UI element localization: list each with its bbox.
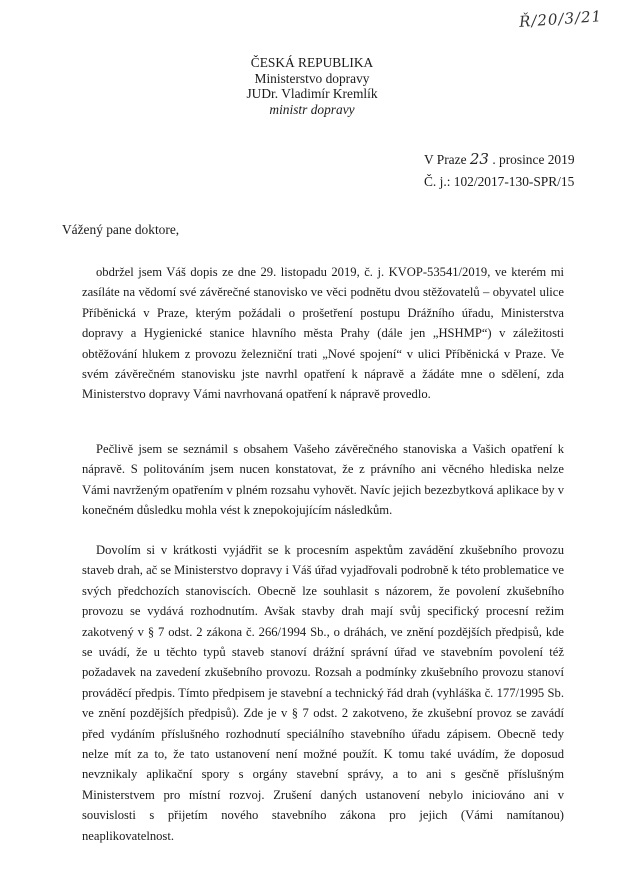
- body-paragraph-3: [82, 540, 564, 846]
- date-line: [424, 148, 575, 171]
- sender-name: JUDr. Vladimír Kremlík: [246, 86, 378, 101]
- date-month-year: . prosince 2019: [492, 152, 575, 167]
- body-paragraph-1: [82, 262, 564, 405]
- sender-country: ČESKÁ REPUBLIKA: [250, 55, 374, 70]
- handwritten-annotation: Ř/20/3/21: [518, 7, 603, 31]
- paragraph-text: Pečlivě jsem se seznámil s obsahem Vašeho závěrečného stanoviska a Vašich opatření k nápravě. S politováním jsem nucen konstatovat, že z právního ani věcného hlediska nelze Vámi navrženým opatřením v plném rozsahu vyhovět. Navíc jejich bezezbytková aplikace by v konečném důsledku mohla vést k znepokojujícím následkům.: [82, 442, 564, 518]
- reference-number: Č. j.: 102/2017-130-SPR/15: [424, 174, 575, 189]
- handwritten-day: 23: [469, 150, 489, 168]
- sender-ministry: Ministerstvo dopravy: [254, 70, 370, 86]
- date-reference-block: [424, 148, 575, 193]
- paragraph-text: obdržel jsem Váš dopis ze dne 29. listopadu 2019, č. j. KVOP-53541/2019, ve kterém mi zasíláte na vědomí své závěrečné stanovisko ve věci podnětu dvou stěžovatelů – obyvatel ulice Příběnická v Praze, kterým požádali o prošetření postupu Drážního úřadu, Ministerstva dopravy a Hygienické stanice hlavního města Prahy (dále jen „HSHMP“) v záležitosti obtěžování hlukem z provozu železniční trati „Nové spojení“ v ulici Příběnická v Praze. Ve svém závěrečném stanovisku jste navrhl opatření k nápravě a žádáte mne o sdělení, zda Ministerstvo dopravy Vámi navrhovaná opatření k nápravě provedlo.: [82, 265, 564, 402]
- salutation: Vážený pane doktore,: [62, 222, 180, 237]
- body-paragraph-2: [82, 439, 564, 521]
- date-place: V Praze: [424, 152, 467, 167]
- sender-title: ministr dopravy: [269, 101, 355, 117]
- paragraph-text: Dovolím si v krátkosti vyjádřit se k procesním aspektům zavádění zkušebního provozu staveb drah, ač se Ministerstvo dopravy i Váš úřad vyjadřovali podrobně k této problematice ve svých předchozích stanoviscích. Obecně lze souhlasit s názorem, že povolení zkušebního provozu se vydává rozhodnutím. Avšak stavby drah mají svůj specifický procesní režim zakotvený v § 7 odst. 2 zákona č. 266/1994 Sb., o dráhách, ve znění pozdějších předpisů, kde se uvádí, že u těchto typů staveb stanoví drážní správní úřad ve stavebním povolení též požadavek na zavedení zkušebního provozu. Rozsah a podmínky zkušebního provozu stanoví prováděcí předpis. Tímto předpisem je stavební a technický řád drah (vyhláška č. 177/1995 Sb. ve znění pozdějších předpisů). Zde je v § 7 odst. 2 zakotveno, že zkušební provoz se zavádí před vydáním příslušného rozhodnutí speciálního stavebního úřadu zápisem. Obecně tedy nelze mít za to, že tato ustanovení není možné použít. K tomu také uvádím, že doposud nevznikaly aplikační spory s orgány stavební správy, a to ani s gesčně příslušným Ministerstvem pro místní rozvoj. Zrušení daných ustanovení nebylo iniciováno ani v souvislosti s přijetím nového stavebního zákona pro jejich (Vámi namítanou) neaplikovatelnost.: [82, 543, 564, 843]
- sender-block: [0, 55, 624, 117]
